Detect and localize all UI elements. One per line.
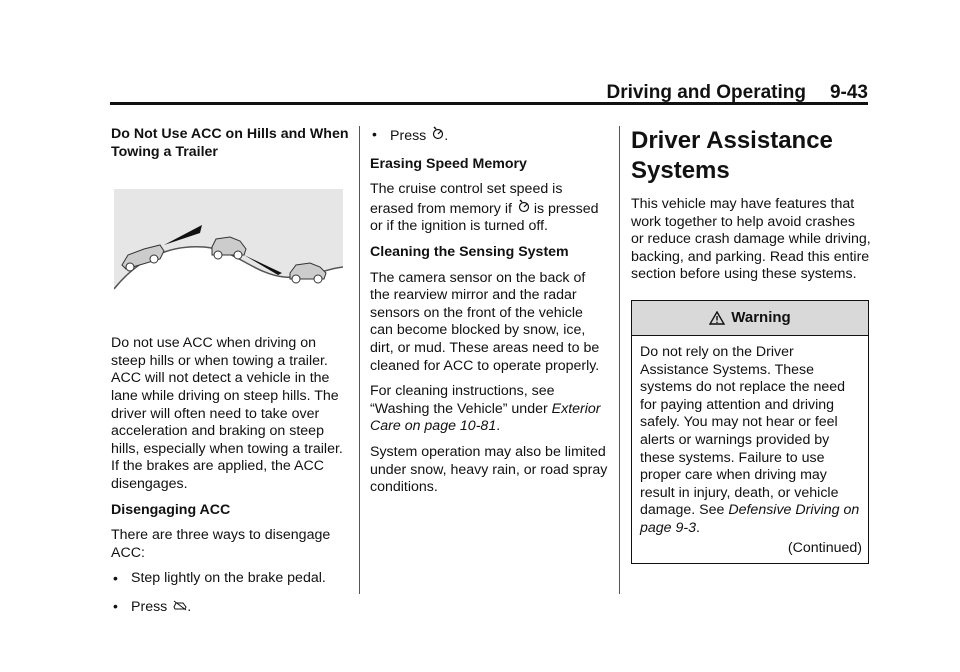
hills-illustration [114,189,343,319]
heading-hills-towing: Do Not Use ACC on Hills and When Towing a Trailer [111,126,349,160]
heading-cleaning: Cleaning the Sensing System [370,243,569,260]
cleaning-ref-end: . [496,418,501,435]
bullet-text: Step lightly on the brake pedal. [131,570,326,587]
disengage-intro: There are three ways to disengage ACC: [111,527,331,561]
warning-end: . [696,519,700,536]
warning-body [632,336,868,563]
warning-box [631,300,869,564]
system-operation-paragraph: System operation may also be limited under snow, heavy rain, or road spray conditions. [370,443,608,496]
cruise-onoff-icon [432,126,444,145]
column-3 [631,126,871,564]
defensive-driving-link[interactable]: Defensive Driving on page 9-3 [640,502,860,536]
erasing-paragraph [370,181,608,236]
hills-paragraph: Do not use ACC when driving on steep hills or when towing a trailer. ACC will not detect a vehicle in the lane while driving on steep hills. The driver will often need to take over acceleration and braking on steep hills, especially when towing a trailer. If the brakes are applied, the ACC disengages. [111,335,343,492]
cleaning-paragraph: The camera sensor on the back of the rearview mirror and the radar sensors on the front of the vehicle can become blocked by snow, ice, dirt, or mud. These areas need to be cleaned for ACC to operate properly. [370,269,600,374]
bullet-press-cancel [111,598,351,617]
column-divider [359,126,360,594]
column-2 [370,126,608,505]
cleaning-ref-text: For cleaning instructions, see “Washing the Vehicle” under [370,383,555,417]
warning-text: Do not rely on the Driver Assistance Systems. These systems do not replace the need for paying attention and driving safely. You may not hear or feel alerts or warnings provided by these systems. Failure to use proper care when driving may result in injury, death, or vehicle damage. See [640,343,846,519]
cruise-onoff-icon [518,199,530,218]
column-divider [619,126,620,594]
bullet-text: Press [390,128,427,144]
warning-triangle-icon [709,311,725,325]
bullet-brake [111,570,351,588]
section-title: Driving and Operating [606,82,806,103]
driver-assistance-intro: This vehicle may have features that work together to help avoid crashes or reduce crash damage while driving, backing, and parking. Read this entire section before using these systems. [631,196,871,283]
bullet-suffix: . [444,128,449,144]
page-header [110,82,868,105]
exterior-care-link[interactable]: Exterior Care on page 10-81 [370,400,601,435]
cruise-cancel-icon [173,598,187,616]
warning-header [632,301,868,336]
cleaning-instructions [370,383,608,436]
continued-label: (Continued) [787,539,862,556]
heading-disengaging: Disengaging ACC [111,501,231,518]
erasing-text: The cruise control set speed is erased from memory if [370,181,563,217]
bullet-text: Press [131,598,168,615]
column-1 [111,126,351,627]
erasing-text-end: is pressed or if the ignition is turned off. [370,200,599,235]
warning-label: Warning [731,309,791,327]
page-number: 9-43 [829,82,868,103]
heading-erasing: Erasing Speed Memory [370,155,527,172]
bullet-suffix: . [187,598,192,615]
bullet-press-onoff [370,126,608,146]
section-heading: Driver Assistance Systems [631,127,833,184]
